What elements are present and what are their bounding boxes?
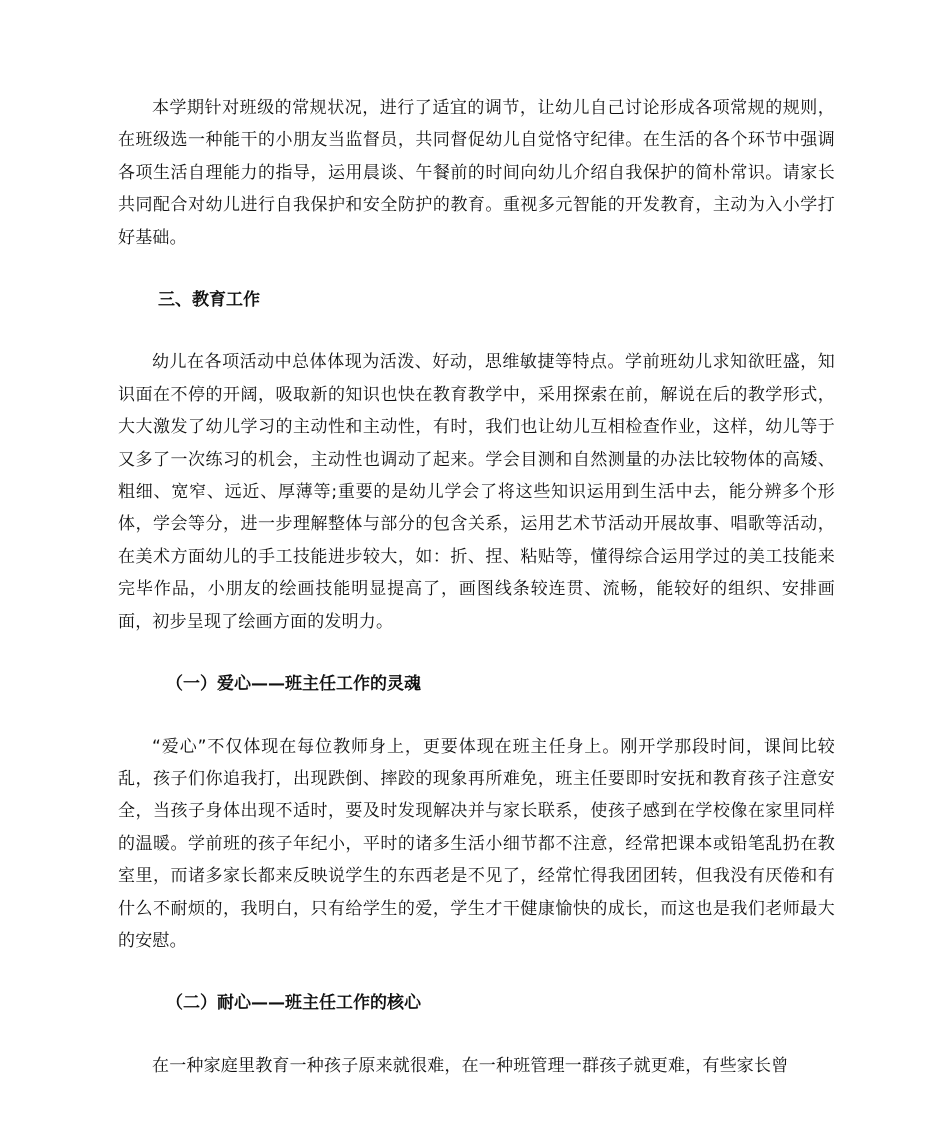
spacer bbox=[118, 701, 835, 731]
subsection-heading-patience: （二）耐心——班主任工作的核心 bbox=[166, 993, 421, 1014]
paragraph-class-routine: 本学期针对班级的常规状况，进行了适宜的调节，让幼儿自己讨论形成各项常规的规则，在班级选一种能干的小朋友当监督员，共同督促幼儿自觉恪守纪律。在生活的各个环节中强调各项生活自理能力的指导，运用晨谈、午餐前的时间向幼儿介绍自我保护的简朴常识。请家长共同配合对幼儿进行自我保护和安全防护的教育。重视多元智能的开发教育，主动为入小学打好基础。 bbox=[118, 98, 835, 248]
spacer bbox=[118, 316, 835, 346]
paragraph-love: “爱心”不仅体现在每位教师身上，更要体现在班主任身上。刚开学那段时间，课间比较乱，孩子们你追我打，出现跌倒、摔跤的现象再所难免，班主任要即时安抚和教育孩子注意安全，当孩子身体出现不适时，要及时发现解决并与家长联系，使孩子感到在学校像在家里同样的温暖。学前班的孩子年纪小，平时的诸多生活小细节都不注意，经常把课本或铅笔乱扔在教室里，而诸多家长都来反映说学生的东西老是不见了，经常忙得我团团转，但我没有厌倦和有什么不耐烦的，我明白，只有给学生的爱，学生才干健康愉快的成长，而这也是我们老师最大的安慰。 bbox=[118, 736, 835, 951]
spacer bbox=[118, 638, 835, 668]
spacer bbox=[118, 957, 835, 987]
paragraph-education-work: 幼儿在各项活动中总体体现为活泼、好动，思维敏捷等特点。学前班幼儿求知欲旺盛，知识面在不停的开阔，吸取新的知识也快在教育教学中，采用探索在前，解说在后的教学形式，大大激发了幼儿学习的主动性和主动性，有时，我们也让幼儿互相检查作业，这样，幼儿等于又多了一次练习的机会，主动性也调动了起来。学会目测和自然测量的办法比较物体的高矮、粗细、宽窄、远近、厚薄等;重要的是幼儿学会了将这些知识运用到生活中去，能分辨多个形体，学会等分，进一步理解整体与部分的包含关系，运用艺术节活动开展故事、唱歌等活动，在美术方面幼儿的手工技能进步较大，如：折、捏、粘贴等，懂得综合运用学过的美工技能来完毕作品，小朋友的绘画技能明显提高了，画图线条较连贯、流畅，能较好的组织、安排画面，初步呈现了绘画方面的发明力。 bbox=[118, 352, 835, 632]
paragraph-patience: 在一种家庭里教育一种孩子原来就很难，在一种班管理一群孩子就更难，有些家长曾 bbox=[152, 1055, 789, 1076]
subsection-heading-love: （一）爱心——班主任工作的灵魂 bbox=[166, 674, 421, 695]
document-page bbox=[118, 92, 835, 1082]
spacer bbox=[118, 254, 835, 284]
section-heading-education-work: 三、教育工作 bbox=[158, 290, 260, 311]
spacer bbox=[118, 1020, 835, 1050]
